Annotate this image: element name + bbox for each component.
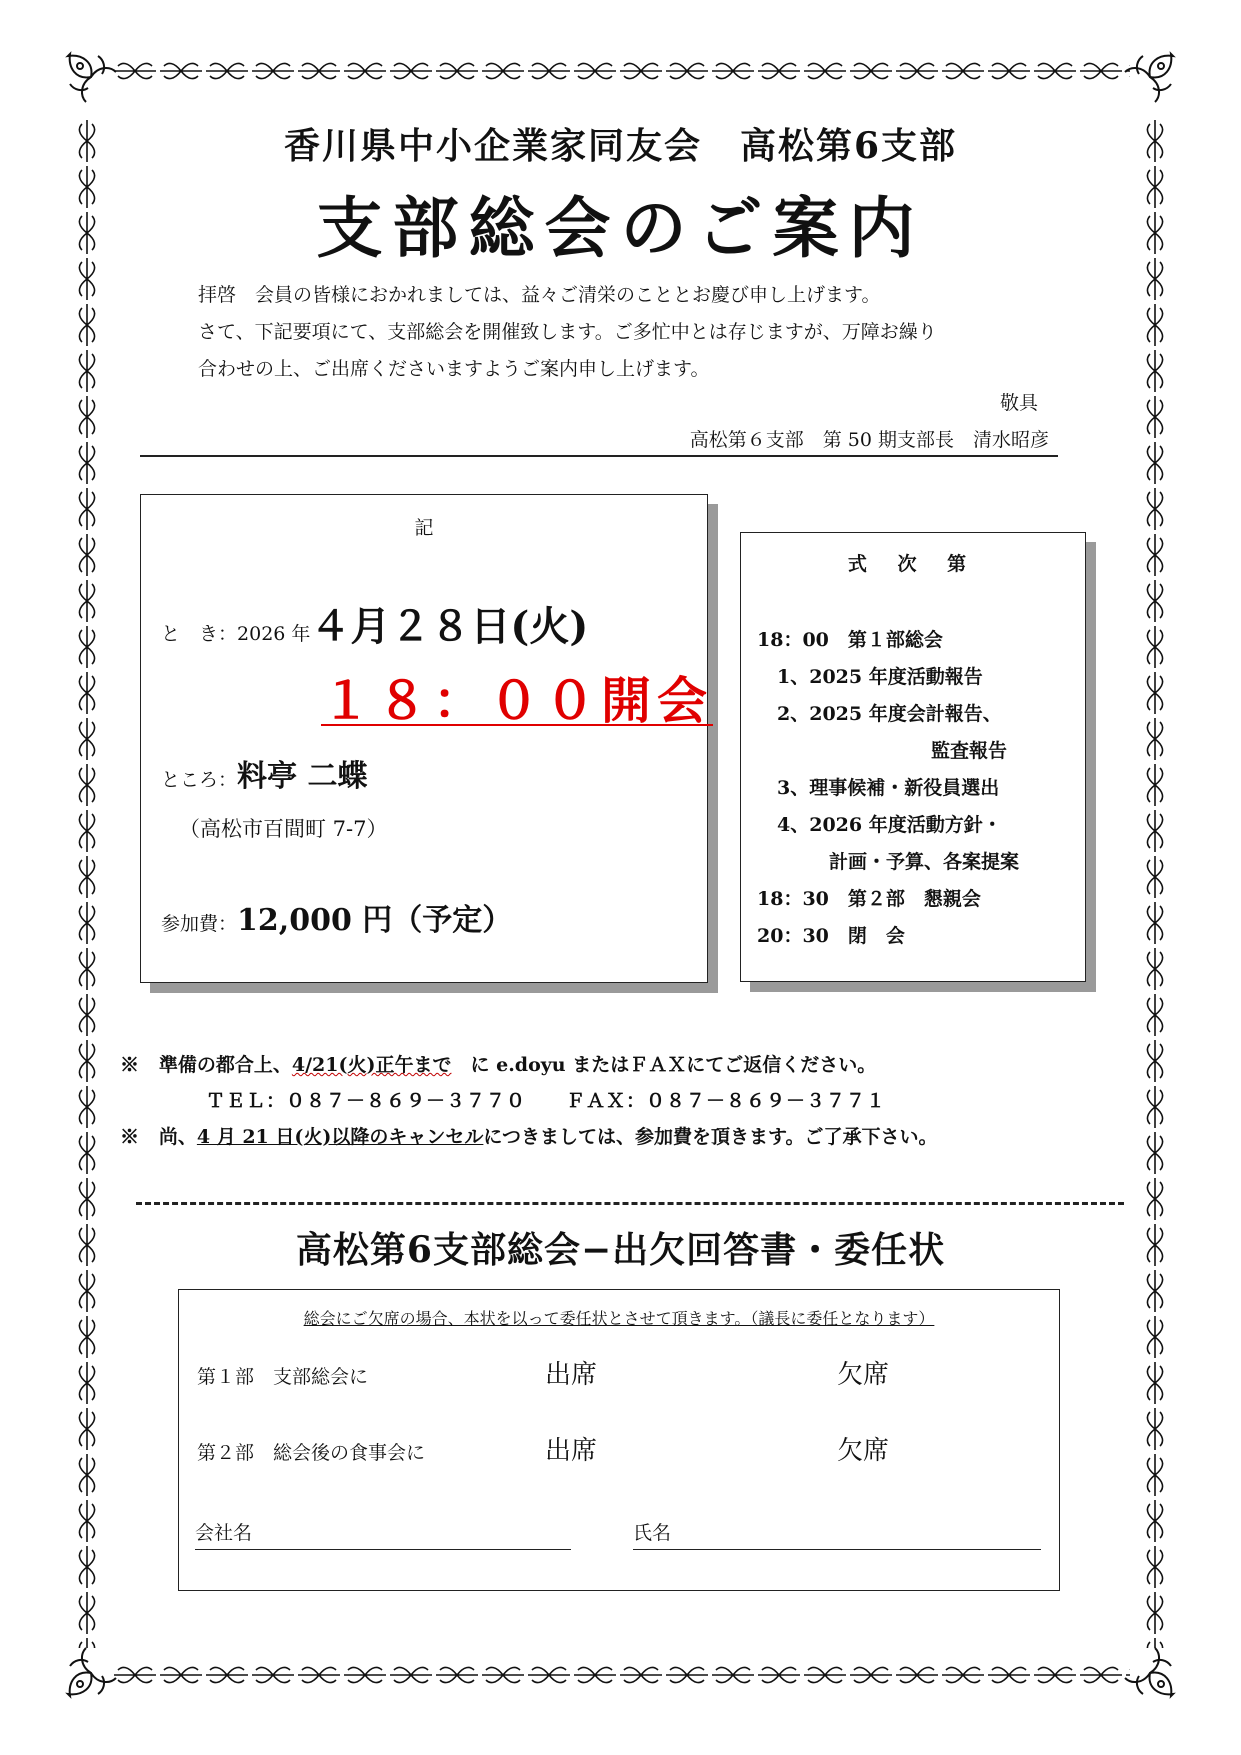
part2-absent-option[interactable]: 欠席 [837,1436,890,1466]
date-year: 2026 年 [237,623,311,645]
name-label: 氏名 [633,1522,672,1544]
reply-form [178,1289,1060,1591]
note-2-text-a: 尚、 [158,1126,197,1148]
program-line: 2、2025 年度会計報告、 [777,703,1002,725]
venue-address: （高松市百間町 7-7） [179,817,388,841]
border-ornament-left [74,118,100,1648]
program-line: 4、2026 年度活動方針・ [777,814,1002,836]
part1-label: 第１部 支部総会に [197,1366,369,1388]
program-line: 監査報告 [931,740,1008,762]
note-2 [120,1122,938,1149]
ki-heading: 記 [414,517,434,539]
note-1-text-b: に e.doyu またはＦＡＸにてご返信ください。 [451,1054,877,1076]
program-line: 計画・予算、各案提案 [829,851,1020,873]
part2-attend-option[interactable]: 出席 [545,1436,598,1466]
program-line: 18：00 第１部総会 [757,629,943,651]
details-box [140,494,713,983]
note-mark: ※ [120,1054,140,1076]
border-ornament-bottom [112,1662,1130,1688]
cut-line [136,1202,1124,1205]
intro-line-1: 拝啓 会員の皆様におかれましては、益々ご清栄のこととお慶び申し上げます。 [198,284,881,306]
note-mark: ※ [120,1126,140,1148]
note-1-text-a: 準備の都合上、 [158,1054,292,1076]
program-line: 18：30 第２部 懇親会 [757,888,981,910]
border-ornament-top [112,58,1130,84]
intro-line-2: さて、下記要項にて、支部総会を開催致します。ご多忙中とは存じますが、万障お繰り [198,321,937,343]
closing-word: 敬具 [1000,392,1039,414]
part2-label: 第２部 総会後の食事会に [197,1442,426,1464]
date-row [161,595,588,652]
program-line: 1、2025 年度活動報告 [777,666,983,688]
intro-line-3: 合わせの上、ご出席くださいますようご案内申し上げます。 [198,358,710,380]
program-box [740,532,1086,982]
reply-form-title: 高松第6支部総会−出欠回答書・委任状 [295,1229,946,1271]
venue-row [161,751,367,795]
program-line: 3、理事候補・新役員選出 [777,777,1000,799]
company-name-field[interactable] [195,1549,571,1550]
part1-attend-option[interactable]: 出席 [545,1360,598,1390]
start-time: １８：００開会 [321,671,713,730]
reply-form-subtitle: 総会にご欠席の場合、本状を以って委任状とさせて頂きます。（議長に委任となります） [303,1309,935,1328]
divider [140,455,1058,457]
page-title: 支部総会のご案内 [316,189,925,267]
signer: 高松第６支部 第 50 期支部長 清水昭彦 [689,429,1049,451]
organization-title: 香川県中小企業家同友会 高松第6支部 [283,125,958,167]
fee-row [161,895,512,939]
date-label: と き： [161,623,238,645]
fee-value: 12,000 円（予定） [237,903,513,938]
fee-label: 参加費： [161,913,238,935]
note-1 [120,1050,876,1077]
reply-deadline: 4/21(火)正午まで [291,1054,452,1076]
program-title: 式 次 第 [847,553,979,575]
date-value: ４月２８日(火) [310,603,589,650]
cancellation-date: 4 月 21 日(火)以降のキャンセル [196,1126,484,1148]
border-ornament-right [1142,118,1168,1648]
company-label: 会社名 [195,1522,253,1544]
note-2-text-b: につきましては、参加費を頂きます。ご了承下さい。 [483,1126,938,1148]
part1-absent-option[interactable]: 欠席 [837,1360,890,1390]
venue-name: 料亭 二蝶 [237,759,368,794]
contact-numbers: ＴＥＬ：０８７－８６９－３７７０ ＦＡＸ：０８７－８６９－３７７１ [206,1090,887,1112]
venue-label: ところ： [161,769,238,791]
program-line: 20：30 閉 会 [757,925,905,947]
name-field[interactable] [633,1549,1041,1550]
